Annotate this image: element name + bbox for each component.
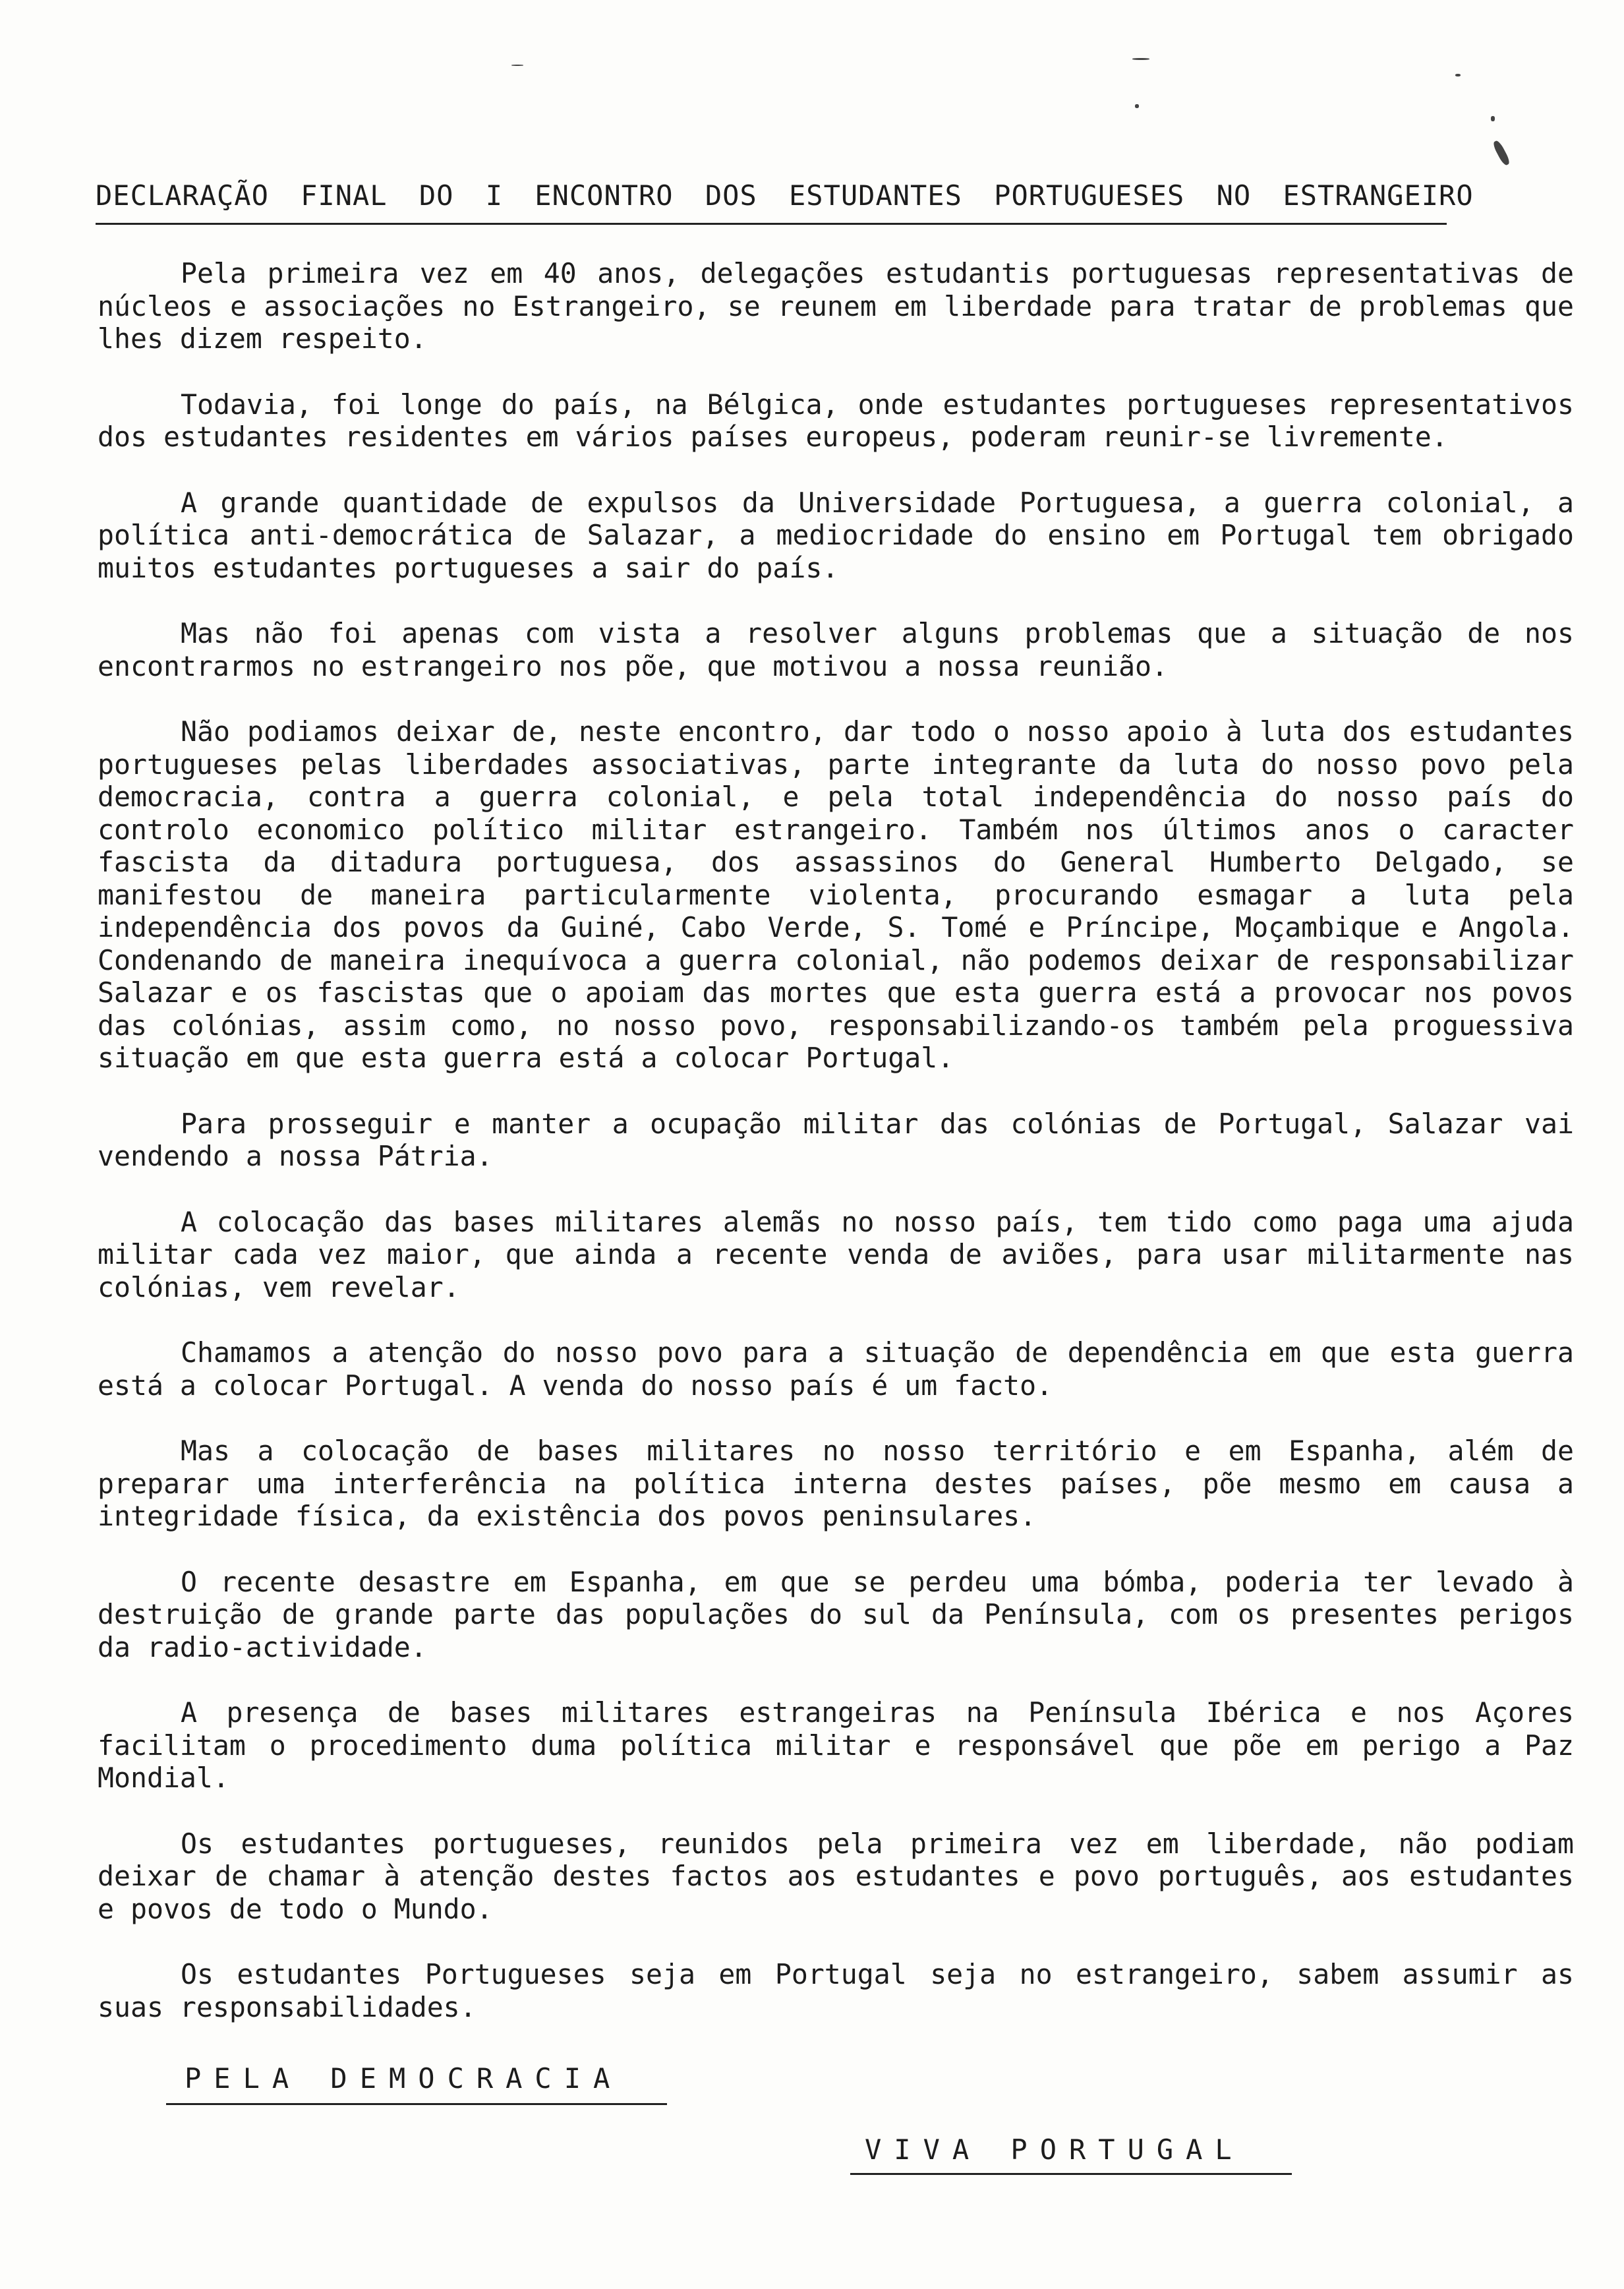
paragraph: O recente desastre em Espanha, em que se perdeu uma bómba, poderia ter levado à destruição de grande parte das populações do sul da Península, com os presentes perigos da radio-actividade. [98,1565,1574,1663]
paragraph: Os estudantes portugueses, reunidos pela primeira vez em liberdade, não podiam deixar de chamar à atenção destes factos aos estudantes e povo português, aos estudantes e povos de todo o Mundo. [98,1827,1574,1925]
paragraph: A grande quantidade de expulsos da Universidade Portuguesa, a guerra colonial, a política anti-democrática de Salazar, a mediocridade do ensino em Portugal tem obrigado muitos estudantes portugueses a sair do país. [98,486,1574,584]
paragraph: Para prosseguir e manter a ocupação militar das colónias de Portugal, Salazar vai vendendo a nossa Pátria. [98,1107,1574,1172]
paragraph: A presença de bases militares estrangeiras na Península Ibérica e nos Açores facilitam o procedimento duma política militar e responsável que põe em perigo a Paz Mondial. [98,1696,1574,1794]
paragraph: Os estudantes Portugueses seja em Portugal seja no estrangeiro, sabem assumir as suas responsabilidades. [98,1958,1574,2023]
ink-speck [1492,140,1511,167]
ink-speck [1491,116,1495,121]
closing-right-slogan: VIVA PORTUGAL [865,2133,1244,2166]
paragraph: A colocação das bases militares alemãs no nosso país, tem tido como paga uma ajuda militar cada vez maior, que ainda a recente venda de aviões, para usar militarmente nas colónias, vem revelar. [98,1205,1574,1303]
paragraph: Chamamos a atenção do nosso povo para a situação de dependência em que esta guerra está a colocar Portugal. A venda do nosso país é um facto. [98,1336,1574,1402]
paragraph: Pela primeira vez em 40 anos, delegações estudantis portuguesas representativas de núcleos e associações no Estrangeiro, se reunem em liberdade para tratar de problemas que lhes dizem respeito. [98,257,1574,355]
closing-left-underline [166,2103,667,2105]
closing-right-underline [850,2173,1292,2175]
paragraph: Mas não foi apenas com vista a resolver alguns problemas que a situação de nos encontrarmos no estrangeiro nos põe, que motivou a nossa reunião. [98,617,1574,682]
ink-speck [511,65,523,66]
closing-left-slogan: PELA DEMOCRACIA [185,2062,623,2095]
document-body [98,257,1574,2056]
paragraph: Não podiamos deixar de, neste encontro, dar todo o nosso apoio à luta dos estudantes portugueses pelas liberdades associativas, parte integrante da luta do nosso povo pela democracia, contra a guerra colonial, e pela total independência do nosso país do controlo economico político militar estrangeiro. Também nos últimos anos o caracter fascista da ditadura portuguesa, dos assassinos do General Humberto Delgado, se manifestou de maneira particularmente violenta, procurando esmagar a luta pela independência dos povos da Guiné, Cabo Verde, S. Tomé e Príncipe, Moçambique e Angola. Condenando de maneira inequívoca a guerra colonial, não podemos deixar de responsabilizar Salazar e os fascistas que o apoiam das mortes que esta guerra está a provocar nos povos das colónias, assim como, no nosso povo, responsabilizando-os também pela proguessiva situação em que esta guerra está a colocar Portugal. [98,715,1574,1074]
paragraph: Mas a colocação de bases militares no nosso território e em Espanha, além de preparar uma interferência na política interna destes países, põe mesmo em causa a integridade física, da existência dos povos peninsulares. [98,1435,1574,1532]
title-underline [96,223,1447,225]
ink-speck [1132,58,1149,60]
document-title: DECLARAÇÃO FINAL DO I ENCONTRO DOS ESTUDANTES PORTUGUESES NO ESTRANGEIRO [96,179,1474,212]
ink-speck [1455,74,1461,76]
ink-speck [1135,104,1139,108]
paragraph: Todavia, foi longe do país, na Bélgica, onde estudantes portugueses representativos dos estudantes residentes em vários países europeus, poderam reunir-se livremente. [98,388,1574,453]
